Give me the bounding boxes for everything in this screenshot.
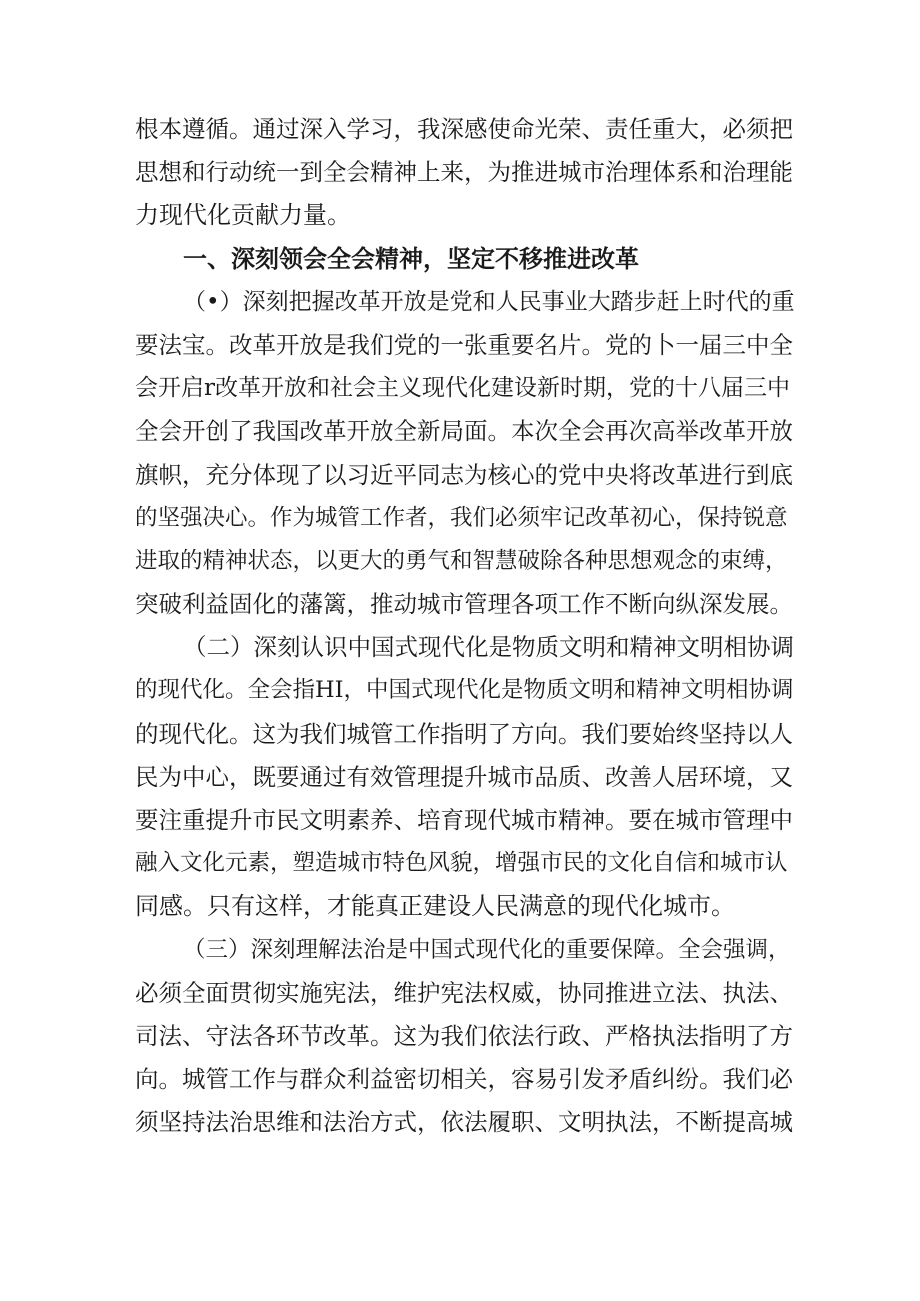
paragraph-line: 要法宝。改革开放是我们党的一张重要名片。党的卜一届三中全 (135, 330, 793, 359)
paragraph-line: 会开启r改革开放和社会主义现代化建设新时期，党的十八届三中 (135, 375, 790, 402)
paragraph-line: 旗帜，充分体现了以习近平同志为核心的党中央将改革进行到底 (135, 460, 793, 489)
paragraph-line: 向。城管工作与群众利益密切相关，容易引发矛盾纠纷。我们必 (135, 1065, 793, 1094)
paragraph-line: 融入文化元素，塑造城市特色风貌，增强市民的文化自信和城市认 (135, 850, 788, 877)
subheading-line: （三）深刻理解法治是中国式现代化的重要保障。全会强调， (183, 936, 791, 963)
paragraph-line: 要注重提升市民文明素养、培育现代城市精神。要在城市管理中 (135, 806, 793, 834)
paragraph-line: 突破利益固化的藩篱，推动城市管理各项工作不断向纵深发展。 (135, 590, 793, 619)
paragraph-line: 力现代化贡献力量。 (135, 201, 351, 230)
section-heading: 一、深刻领会全会精神，坚定不移推进改革 (183, 244, 639, 273)
paragraph-line: 的现代化。全会指HI，中国式现代化是物质文明和精神文明相协调 (135, 677, 794, 704)
paragraph-line: 必须全面贯彻实施宪法，维护宪法权威，协同推进立法、执法、 (135, 978, 793, 1007)
paragraph-line: 思想和行动统一到全会精神上来，为推进城市治理体系和治理能 (135, 158, 793, 187)
paragraph-line: 根本遵循。通过深入学习，我深感使命光荣、责任重大，必须把 (135, 115, 793, 143)
paragraph-line: 全会开创了我国改革开放全新局面。本次全会再次高举改革开放 (135, 417, 793, 446)
subheading-line: （•）深刻把握改革开放是党和人民事业大踏步赶上时代的重 (183, 288, 795, 315)
paragraph-line: 同感。只有这样，才能真正建设人民满意的现代化城市。 (135, 892, 735, 921)
paragraph-line: 司法、守法各环节改革。这为我们依法行政、严格执法指明了方 (135, 1021, 793, 1050)
paragraph-line: 须坚持法治思维和法治方式，依法履职、文明执法，不断提高城 (135, 1108, 793, 1137)
paragraph-line: 的现代化。这为我们城管工作指明了方向。我们要始终坚持以人 (135, 719, 793, 748)
paragraph-line: 的坚强决心。作为城管工作者，我们必须牢记改革初心，保持锐意 (135, 504, 788, 531)
paragraph-line: 进取的精神状态，以更大的勇气和智慧破除各种思想观念的束缚， (135, 547, 788, 574)
subheading-line: （二）深刻认识中国式现代化是物质文明和精神文明相协调 (183, 633, 794, 662)
paragraph-line: 民为中心，既要通过有效管理提升城市品质、改善人居环境，又 (135, 762, 793, 791)
document-body (135, 108, 799, 1145)
